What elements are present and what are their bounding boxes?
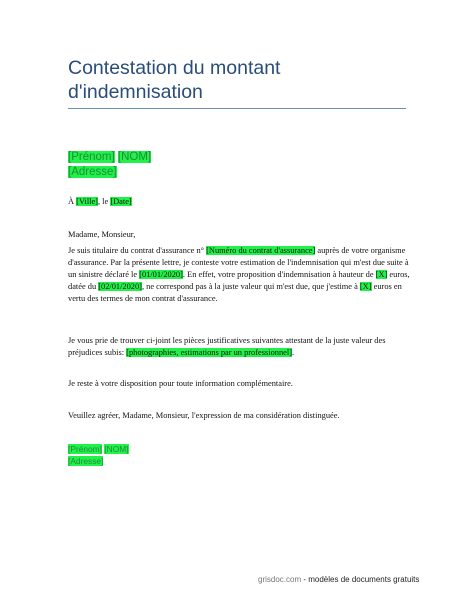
signature-firstname: [Prénom] [68, 444, 102, 454]
paragraph-contestation [68, 245, 413, 305]
sender-address: [Adresse] [68, 166, 117, 178]
paragraph1-text-6: euros en vertu des termes de mon contrat d'assurance. [68, 282, 402, 303]
contract-number-placeholder: [Numéro du contrat d'assurance] [206, 246, 316, 255]
proposal-date-placeholder: [02/01/2020] [98, 282, 142, 291]
paragraph1-text-3: . En effet, votre proposition d'indemnisation à hauteur de [182, 270, 376, 279]
estimated-amount-placeholder: [X] [359, 282, 372, 291]
place-date-line [68, 196, 413, 208]
paragraph1-text-2: auprès de votre organisme d'assurance. Par la présente lettre, je conteste votre estimation de l'indemnisation qui m'est due suite à un sinistre déclaré le [68, 246, 409, 279]
paragraph2-text-1: Je vous prie de trouver ci-joint les pièces justificatives suivantes attestant de la juste valeur des préjudices subis: [68, 336, 386, 357]
page-footer [258, 575, 419, 584]
paragraph-attachments [68, 335, 413, 359]
city-placeholder: [Ville] [76, 197, 98, 206]
paragraph1-text-1: Je suis titulaire du contrat d'assurance n° [68, 246, 207, 255]
title-line-1: Contestation du montant [68, 57, 281, 79]
date-placeholder: [Date] [110, 197, 132, 206]
footer-site: grisdoc.com [258, 575, 302, 584]
paragraph2-text-2: . [292, 348, 295, 357]
place-prefix: À [68, 197, 77, 206]
signature-block [68, 443, 129, 467]
title-line-2: d'indemnisation [68, 81, 203, 103]
date-separator: , le [97, 197, 111, 206]
sender-lastname: [NOM] [117, 151, 152, 163]
claim-date-placeholder: [01/01/2020] [139, 270, 183, 279]
footer-tagline: - modèles de documents gratuits [301, 575, 420, 584]
paragraph1-text-4: euros, datée du [68, 270, 410, 291]
proposed-amount-placeholder: [X] [375, 270, 388, 279]
salutation: Madame, Monsieur, [68, 230, 136, 239]
document-title [68, 56, 408, 104]
sender-block [68, 150, 151, 180]
signature-lastname: [NOM] [104, 444, 129, 454]
title-divider [68, 108, 406, 109]
paragraph1-text-5: , ne correspond pas à la juste valeur qui m'est due, que j'estime à [141, 282, 360, 291]
closing-formula: Veuillez agréer, Madame, Monsieur, l'expression de ma considération distinguée. [68, 411, 340, 420]
paragraph-availability: Je reste à votre disposition pour toute information complémentaire. [68, 379, 293, 388]
documents-placeholder: [photographies, estimations par un professionnel] [126, 348, 292, 357]
signature-address: [Adresse] [68, 456, 104, 466]
sender-firstname: [Prénom] [68, 151, 115, 163]
